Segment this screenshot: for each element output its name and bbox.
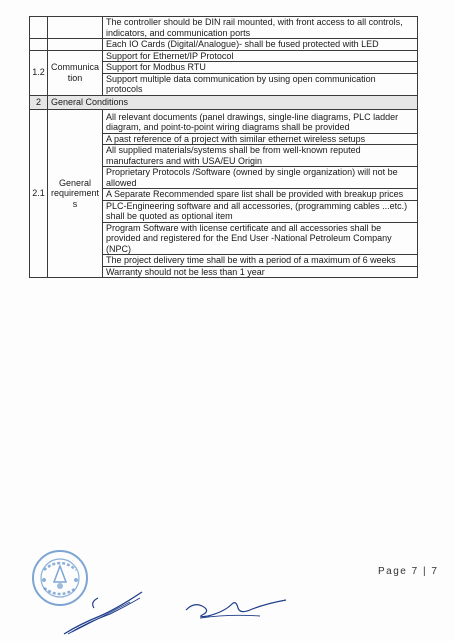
row-description: Support multiple data communication by using open communication protocols xyxy=(103,73,418,95)
section-number: 1.2 xyxy=(30,50,48,95)
row-description: Proprietary Protocols /Software (owned by single organization) will not be allowed xyxy=(103,167,418,189)
row-description: Support for Ethernet/IP Protocol xyxy=(103,50,418,62)
row-description: All supplied materials/systems shall be from well-known reputed manufacturers and with USA/EU Origin xyxy=(103,145,418,167)
row-description: PLC-Engineering software and all accessories, (programming cables ...etc.) shall be quoted as optional item xyxy=(103,200,418,222)
page-number: Page 7 | 7 xyxy=(378,566,439,577)
row-number xyxy=(30,17,48,39)
row-description: A past reference of a project with similar ethernet wireless setups xyxy=(103,133,418,145)
section-title: General Conditions xyxy=(48,95,418,109)
table-row xyxy=(30,50,418,62)
row-number xyxy=(30,39,48,51)
specification-table xyxy=(29,16,418,278)
section-category: Communica tion xyxy=(48,50,103,95)
table-row xyxy=(30,109,418,133)
table-row xyxy=(30,39,418,51)
row-category xyxy=(48,17,103,39)
row-description: The project delivery time shall be with a period of a maximum of 6 weeks xyxy=(103,255,418,267)
row-description: All relevant documents (panel drawings, single-line diagrams, PLC ladder diagram, and point-to-point wiring diagrams shall be provided xyxy=(103,109,418,133)
row-description: Each IO Cards (Digital/Analogue)- shall be fused protected with LED xyxy=(103,39,418,51)
section-number: 2.1 xyxy=(30,109,48,278)
row-description: Support for Modbus RTU xyxy=(103,62,418,74)
row-description: Warranty should not be less than 1 year xyxy=(103,266,418,278)
row-category xyxy=(48,39,103,51)
signature-icon xyxy=(180,592,290,627)
row-description: A Separate Recommended spare list shall be provided with breakup prices xyxy=(103,189,418,201)
row-description: The controller should be DIN rail mounted, with front access to all controls, indicators, and communication ports xyxy=(103,17,418,39)
signature-icon xyxy=(60,588,150,641)
row-description: Program Software with license certificate and all accessories shall be provided and registered for the End User -National Petroleum Company (NPC) xyxy=(103,222,418,255)
section-number: 2 xyxy=(30,95,48,109)
section-category: General requirement s xyxy=(48,109,103,278)
section-header-row xyxy=(30,95,418,109)
table-row xyxy=(30,17,418,39)
